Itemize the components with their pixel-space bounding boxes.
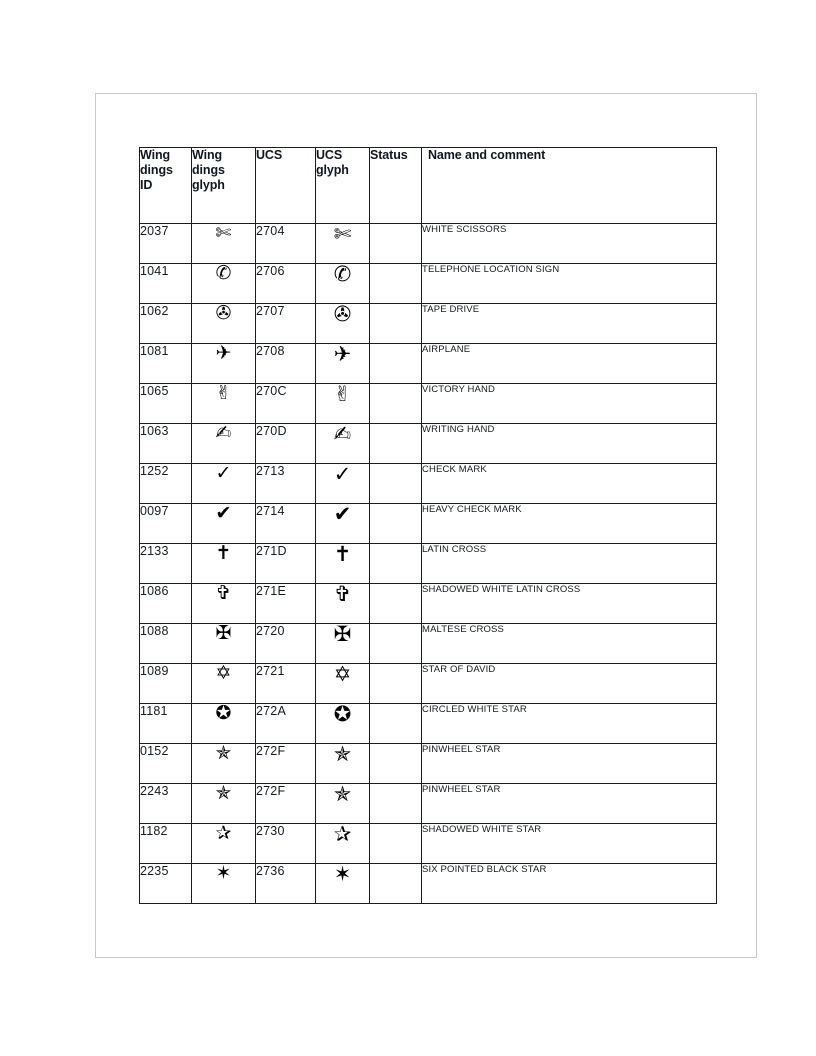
- cell-status: [370, 664, 422, 704]
- pinwheel-star-glyph: ✯: [333, 742, 352, 766]
- star-of-david-glyph: ✡: [215, 662, 232, 684]
- header-line-2: dings: [192, 163, 225, 177]
- table-row: [140, 264, 717, 304]
- cell-ucs-glyph: [316, 424, 370, 464]
- cell-ucs-glyph: [316, 664, 370, 704]
- cell-status: [370, 264, 422, 304]
- cell-name-and-comment: SIX POINTED BLACK STAR: [422, 864, 717, 904]
- cell-status: [370, 304, 422, 344]
- header-line-2: glyph: [316, 163, 349, 177]
- check-mark-glyph: ✓: [333, 462, 352, 486]
- cell-wingdings-glyph: [192, 264, 256, 304]
- cell-name-and-comment: STAR OF DAVID: [422, 664, 717, 704]
- table-row: [140, 504, 717, 544]
- shadowed-white-latin-cross-glyph: ✞: [215, 582, 232, 604]
- cell-name-and-comment: PINWHEEL STAR: [422, 744, 717, 784]
- column-header-ucs: [256, 148, 316, 224]
- cell-ucs-codepoint: 2704: [256, 224, 316, 264]
- cell-wingdings-id: 1181: [140, 704, 192, 744]
- cell-wingdings-id: 1065: [140, 384, 192, 424]
- cell-wingdings-glyph: [192, 424, 256, 464]
- cell-wingdings-glyph: [192, 664, 256, 704]
- shadowed-white-star-glyph: ✰: [333, 822, 352, 846]
- cell-ucs-codepoint: 272F: [256, 784, 316, 824]
- telephone-location-sign-glyph: ✆: [215, 262, 232, 284]
- cell-wingdings-id: 1086: [140, 584, 192, 624]
- cell-name-and-comment: TELEPHONE LOCATION SIGN: [422, 264, 717, 304]
- cell-wingdings-id: 1041: [140, 264, 192, 304]
- cell-wingdings-id: 2235: [140, 864, 192, 904]
- star-of-david-glyph: ✡: [333, 662, 352, 686]
- table-row: [140, 744, 717, 784]
- cell-wingdings-id: 1063: [140, 424, 192, 464]
- cell-ucs-codepoint: 2713: [256, 464, 316, 504]
- cell-ucs-codepoint: 272F: [256, 744, 316, 784]
- cell-ucs-codepoint: 2736: [256, 864, 316, 904]
- cell-name-and-comment: MALTESE CROSS: [422, 624, 717, 664]
- column-header-ucs-glyph: [316, 148, 370, 224]
- cell-wingdings-id: 2243: [140, 784, 192, 824]
- cell-status: [370, 704, 422, 744]
- table-row: [140, 344, 717, 384]
- cell-wingdings-glyph: [192, 624, 256, 664]
- header-line-1: Status: [370, 148, 408, 162]
- tape-drive-glyph: ✇: [215, 302, 232, 324]
- cell-name-and-comment: CHECK MARK: [422, 464, 717, 504]
- cell-status: [370, 384, 422, 424]
- cell-ucs-codepoint: 2707: [256, 304, 316, 344]
- cell-status: [370, 344, 422, 384]
- maltese-cross-glyph: ✠: [215, 622, 232, 644]
- cell-wingdings-glyph: [192, 384, 256, 424]
- cell-ucs-codepoint: 271E: [256, 584, 316, 624]
- cell-wingdings-glyph: [192, 784, 256, 824]
- cell-wingdings-glyph: [192, 544, 256, 584]
- cell-name-and-comment: TAPE DRIVE: [422, 304, 717, 344]
- writing-hand-glyph: ✍: [333, 422, 352, 446]
- airplane-glyph: ✈: [333, 342, 352, 366]
- cell-name-and-comment: WRITING HAND: [422, 424, 717, 464]
- cell-ucs-glyph: [316, 584, 370, 624]
- header-line-3: glyph: [192, 178, 225, 192]
- shadowed-white-latin-cross-glyph: ✞: [333, 582, 352, 606]
- table-row: [140, 384, 717, 424]
- writing-hand-glyph: ✍: [215, 422, 232, 444]
- cell-ucs-glyph: [316, 624, 370, 664]
- table-row: [140, 624, 717, 664]
- cell-wingdings-glyph: [192, 744, 256, 784]
- cell-wingdings-id: 0152: [140, 744, 192, 784]
- cell-name-and-comment: AIRPLANE: [422, 344, 717, 384]
- header-line-2: dings: [140, 163, 173, 177]
- cell-ucs-codepoint: 2706: [256, 264, 316, 304]
- cell-status: [370, 624, 422, 664]
- cell-status: [370, 864, 422, 904]
- wingdings-ucs-mapping-table: [139, 147, 717, 904]
- table-row: [140, 864, 717, 904]
- cell-ucs-glyph: [316, 344, 370, 384]
- cell-ucs-glyph: [316, 864, 370, 904]
- table-row: [140, 424, 717, 464]
- latin-cross-glyph: ✝: [333, 542, 352, 566]
- cell-wingdings-glyph: [192, 224, 256, 264]
- cell-ucs-glyph: [316, 464, 370, 504]
- cell-status: [370, 824, 422, 864]
- white-scissors-glyph: ✄: [215, 222, 232, 244]
- cell-ucs-codepoint: 270D: [256, 424, 316, 464]
- cell-ucs-glyph: [316, 544, 370, 584]
- table-header-row: [140, 148, 717, 224]
- cell-ucs-glyph: [316, 224, 370, 264]
- cell-wingdings-glyph: [192, 584, 256, 624]
- cell-ucs-glyph: [316, 744, 370, 784]
- shadowed-white-star-glyph: ✰: [215, 822, 232, 844]
- cell-wingdings-id: 0097: [140, 504, 192, 544]
- cell-status: [370, 504, 422, 544]
- cell-name-and-comment: SHADOWED WHITE LATIN CROSS: [422, 584, 717, 624]
- cell-wingdings-id: 1088: [140, 624, 192, 664]
- airplane-glyph: ✈: [215, 342, 232, 364]
- column-header-name-and-comment: [422, 148, 717, 224]
- document-page: [95, 93, 757, 958]
- table-row: [140, 304, 717, 344]
- cell-ucs-codepoint: 270C: [256, 384, 316, 424]
- cell-wingdings-glyph: [192, 704, 256, 744]
- maltese-cross-glyph: ✠: [333, 622, 352, 646]
- cell-wingdings-id: 1081: [140, 344, 192, 384]
- header-line-1: UCS: [316, 148, 343, 162]
- header-line-1: UCS: [256, 148, 283, 162]
- column-header-wingdings-glyph: [192, 148, 256, 224]
- table-row: [140, 464, 717, 504]
- pinwheel-star-glyph: ✯: [215, 782, 232, 804]
- cell-ucs-codepoint: 2708: [256, 344, 316, 384]
- telephone-location-sign-glyph: ✆: [333, 262, 352, 286]
- pinwheel-star-glyph: ✯: [333, 782, 352, 806]
- circled-white-star-glyph: ✪: [215, 702, 232, 724]
- latin-cross-glyph: ✝: [215, 542, 232, 564]
- six-pointed-black-star-glyph: ✶: [333, 862, 352, 886]
- cell-wingdings-id: 2133: [140, 544, 192, 584]
- cell-status: [370, 224, 422, 264]
- check-mark-glyph: ✓: [215, 462, 232, 484]
- cell-ucs-glyph: [316, 704, 370, 744]
- cell-name-and-comment: WHITE SCISSORS: [422, 224, 717, 264]
- cell-ucs-codepoint: 2720: [256, 624, 316, 664]
- cell-name-and-comment: HEAVY CHECK MARK: [422, 504, 717, 544]
- cell-ucs-glyph: [316, 384, 370, 424]
- cell-wingdings-glyph: [192, 864, 256, 904]
- cell-wingdings-id: 1089: [140, 664, 192, 704]
- table-row: [140, 664, 717, 704]
- header-line-1: Wing: [192, 148, 223, 162]
- cell-ucs-codepoint: 2730: [256, 824, 316, 864]
- cell-wingdings-id: 1252: [140, 464, 192, 504]
- heavy-check-mark-glyph: ✔: [333, 502, 352, 526]
- victory-hand-glyph: ✌: [333, 382, 352, 406]
- cell-ucs-glyph: [316, 784, 370, 824]
- cell-name-and-comment: PINWHEEL STAR: [422, 784, 717, 824]
- cell-status: [370, 784, 422, 824]
- pinwheel-star-glyph: ✯: [215, 742, 232, 764]
- cell-status: [370, 544, 422, 584]
- cell-ucs-glyph: [316, 304, 370, 344]
- header-line-1: Wing: [140, 148, 171, 162]
- table-row: [140, 704, 717, 744]
- header-line-1: Name and comment: [428, 148, 546, 162]
- table-row: [140, 824, 717, 864]
- cell-status: [370, 424, 422, 464]
- header-line-3: ID: [140, 178, 153, 192]
- table-header: [140, 148, 717, 224]
- cell-wingdings-glyph: [192, 304, 256, 344]
- column-header-wingdings-id: [140, 148, 192, 224]
- cell-ucs-codepoint: 2721: [256, 664, 316, 704]
- white-scissors-glyph: ✄: [333, 222, 352, 246]
- table-row: [140, 224, 717, 264]
- table-row: [140, 584, 717, 624]
- cell-wingdings-glyph: [192, 464, 256, 504]
- cell-status: [370, 584, 422, 624]
- cell-ucs-codepoint: 2714: [256, 504, 316, 544]
- victory-hand-glyph: ✌: [215, 382, 232, 404]
- cell-wingdings-glyph: [192, 344, 256, 384]
- circled-white-star-glyph: ✪: [333, 702, 352, 726]
- glyph-table-container: [139, 147, 717, 904]
- cell-wingdings-id: 1062: [140, 304, 192, 344]
- cell-name-and-comment: SHADOWED WHITE STAR: [422, 824, 717, 864]
- cell-wingdings-id: 1182: [140, 824, 192, 864]
- cell-name-and-comment: LATIN CROSS: [422, 544, 717, 584]
- cell-ucs-glyph: [316, 824, 370, 864]
- cell-ucs-codepoint: 271D: [256, 544, 316, 584]
- cell-ucs-codepoint: 272A: [256, 704, 316, 744]
- table-row: [140, 784, 717, 824]
- table-body: [140, 224, 717, 904]
- cell-ucs-glyph: [316, 504, 370, 544]
- six-pointed-black-star-glyph: ✶: [215, 862, 232, 884]
- tape-drive-glyph: ✇: [333, 302, 352, 326]
- cell-ucs-glyph: [316, 264, 370, 304]
- heavy-check-mark-glyph: ✔: [215, 502, 232, 524]
- cell-status: [370, 464, 422, 504]
- cell-status: [370, 744, 422, 784]
- cell-name-and-comment: VICTORY HAND: [422, 384, 717, 424]
- cell-wingdings-id: 2037: [140, 224, 192, 264]
- table-row: [140, 544, 717, 584]
- column-header-status: [370, 148, 422, 224]
- cell-wingdings-glyph: [192, 504, 256, 544]
- cell-name-and-comment: CIRCLED WHITE STAR: [422, 704, 717, 744]
- cell-wingdings-glyph: [192, 824, 256, 864]
